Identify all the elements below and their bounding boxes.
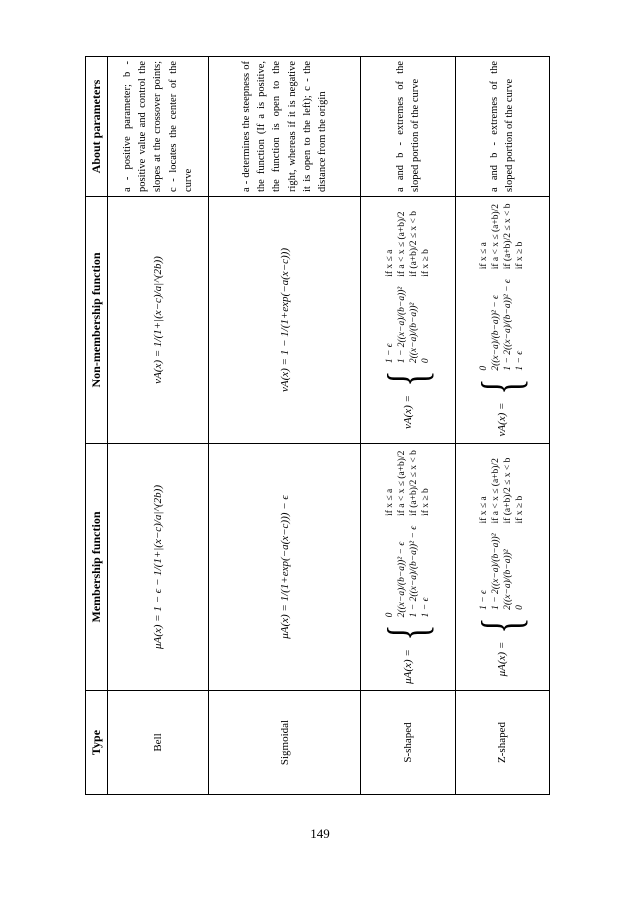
about-cell: a and b - extremes of the sloped portion of the curve bbox=[361, 57, 455, 197]
case-expr: 0 bbox=[515, 605, 526, 610]
about-cell: a and b - extremes of the sloped portion of the curve bbox=[455, 57, 549, 197]
non-membership-lhs: νA(x) = bbox=[401, 395, 414, 430]
case-cond: if x ≤ a bbox=[384, 488, 395, 516]
case-expr: 2((x−a)/(b−a))² − ϵ bbox=[396, 541, 407, 618]
membership-lhs: μA(x) = bbox=[401, 649, 414, 684]
non-membership-formula: νA(x) = 1 − 1/(1+exp(−a(x−c))) bbox=[278, 248, 291, 392]
case-cond: if x ≥ b bbox=[515, 495, 526, 524]
case-expr: 2((x−a)/(b−a))² bbox=[408, 302, 419, 364]
case-cond: if x ≤ a bbox=[384, 249, 395, 277]
case-expr: 2((x−a)/(b−a))² bbox=[503, 549, 514, 610]
header-non-membership: Non-membership function bbox=[86, 197, 108, 444]
type-cell: Sigmoidal bbox=[208, 691, 361, 795]
case-expr: 0 bbox=[420, 358, 431, 364]
about-cell: a - determines the steepness of the function (If a is positive, the function is open to the right, whereas if it is negative it is open to the left); c - the distance from the origin bbox=[208, 57, 361, 197]
left-brace: { bbox=[470, 378, 533, 395]
header-about: About parameters bbox=[86, 57, 108, 197]
case-cond: if x ≥ b bbox=[420, 488, 431, 516]
type-cell: Z-shaped bbox=[455, 691, 549, 795]
header-type: Type bbox=[86, 691, 108, 795]
case-cond: if x ≤ a bbox=[479, 242, 490, 270]
case-cond: if x ≤ a bbox=[479, 496, 490, 524]
non-membership-piecewise bbox=[470, 203, 533, 437]
header-membership: Membership function bbox=[86, 444, 108, 691]
table-row bbox=[455, 57, 549, 795]
non-membership-cases bbox=[479, 203, 525, 370]
page-number: 149 bbox=[310, 826, 330, 841]
case-cond: if (a+b)/2 ≤ x < b bbox=[408, 210, 419, 277]
table-row bbox=[108, 57, 208, 795]
case-cond: if a < x ≤ (a+b)/2 bbox=[491, 458, 502, 524]
case-cond: if a < x ≤ (a+b)/2 bbox=[396, 450, 407, 516]
case-cond: if x ≥ b bbox=[420, 249, 431, 277]
left-brace: { bbox=[470, 617, 533, 634]
case-cond: if a < x ≤ (a+b)/2 bbox=[396, 211, 407, 277]
case-expr: 1 − 2((x−a)/(b−a))² bbox=[491, 533, 502, 610]
rotated-table-frame bbox=[85, 61, 550, 795]
case-cond: if a < x ≤ (a+b)/2 bbox=[491, 204, 502, 270]
membership-function-table bbox=[85, 56, 550, 795]
case-expr: 1 − 2((x−a)/(b−a))² bbox=[396, 286, 407, 364]
case-expr: 1 − ϵ bbox=[515, 350, 526, 371]
membership-piecewise bbox=[376, 450, 439, 684]
case-expr: 1 − ϵ bbox=[420, 597, 431, 618]
non-membership-cases bbox=[385, 211, 431, 363]
case-cond: if (a+b)/2 ≤ x < b bbox=[408, 450, 419, 516]
left-brace: { bbox=[376, 624, 439, 641]
membership-piecewise bbox=[470, 457, 533, 677]
membership-formula: μA(x) = 1 − ϵ − 1/(1+|(x−c)/a|^(2b)) bbox=[152, 484, 165, 650]
case-expr: 0 bbox=[479, 365, 490, 371]
case-cond: if (a+b)/2 ≤ x < b bbox=[503, 457, 514, 524]
about-cell: a - positive parameter; b - positive value and control the slopes at the crossover points; c - locates the center of the curve bbox=[108, 57, 208, 197]
rotated-table-container bbox=[85, 61, 550, 795]
table-header-row bbox=[86, 57, 108, 795]
case-expr: 1 − 2((x−a)/(b−a))² − ϵ bbox=[503, 279, 514, 371]
case-cond: if (a+b)/2 ≤ x < b bbox=[503, 203, 514, 270]
membership-cases bbox=[385, 450, 431, 617]
table-row bbox=[208, 57, 361, 795]
case-expr: 1 − 2((x−a)/(b−a))² − ϵ bbox=[408, 525, 419, 618]
case-expr: 2((x−a)/(b−a))² − ϵ bbox=[491, 295, 502, 371]
case-expr: 1 − ϵ bbox=[384, 343, 395, 364]
membership-formula: μA(x) = 1/(1+exp(−a(x−c))) − ϵ bbox=[278, 495, 291, 639]
non-membership-formula: νA(x) = 1/(1+|(x−c)/a|^(2b)) bbox=[152, 256, 165, 384]
type-cell: Bell bbox=[108, 691, 208, 795]
non-membership-piecewise bbox=[376, 210, 439, 430]
membership-lhs: μA(x) = bbox=[496, 641, 509, 677]
table-row bbox=[361, 57, 455, 795]
case-expr: 1 − ϵ bbox=[479, 590, 490, 610]
membership-cases bbox=[479, 458, 525, 610]
case-expr: 0 bbox=[384, 612, 395, 618]
type-cell: S-shaped bbox=[361, 691, 455, 795]
non-membership-lhs: νA(x) = bbox=[496, 402, 509, 437]
case-cond: if x ≥ b bbox=[515, 241, 526, 270]
left-brace: { bbox=[376, 370, 439, 387]
